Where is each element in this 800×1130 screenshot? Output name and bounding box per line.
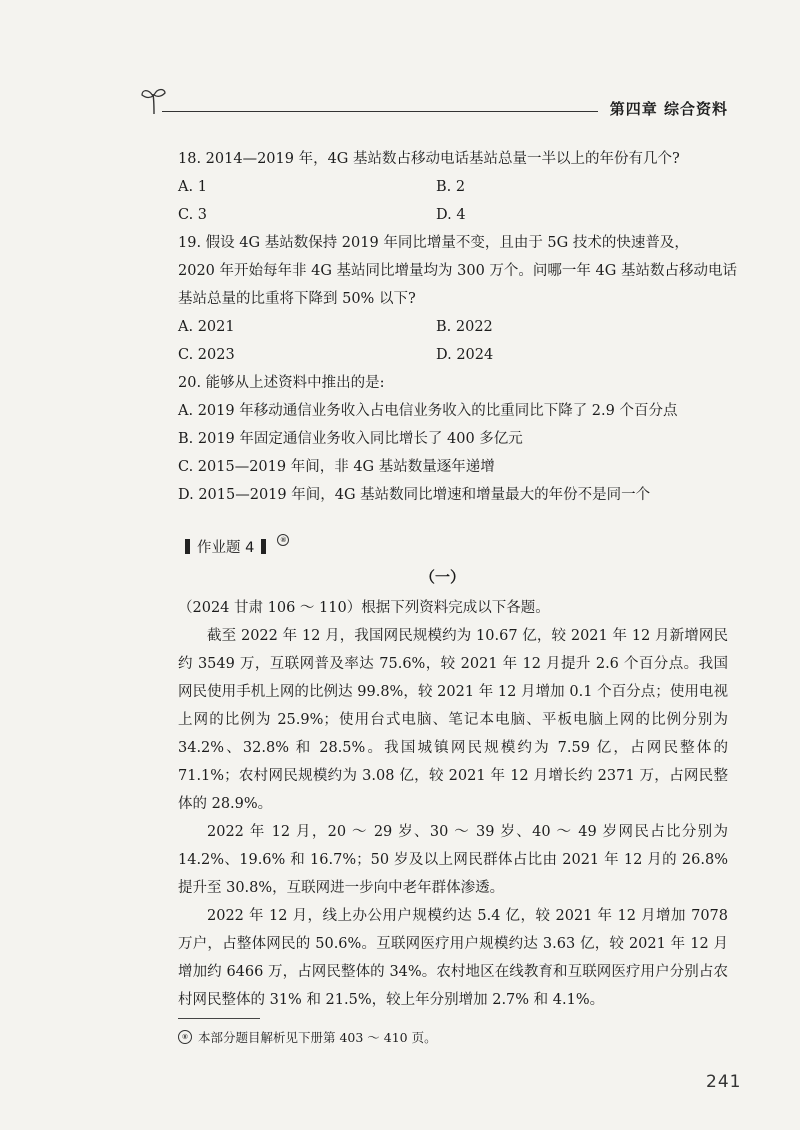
option-c: C. 2023 xyxy=(178,347,235,363)
option-d: D. 2024 xyxy=(436,347,494,363)
page-number: 241 xyxy=(706,1072,742,1092)
option-c: C. 2015—2019 年间，非 4G 基站数量逐年递增 xyxy=(178,459,495,475)
footnote-rule xyxy=(178,1018,260,1019)
question-19-options xyxy=(178,313,726,341)
question-18-options xyxy=(178,201,726,229)
option-b: B. 2 xyxy=(436,179,466,195)
footnote-text: 本部分题目解析见下册第 403 ～ 410 页。 xyxy=(198,1030,437,1045)
option-c: C. 3 xyxy=(178,207,208,223)
question-19-stem-line: 基站总量的比重将下降到 50% 以下? xyxy=(178,291,416,307)
question-19-stem-line: 2020 年开始每年非 4G 基站同比增量均为 300 万个。问哪一年 4G 基站数占移动电话 xyxy=(178,263,737,279)
option-d: D. 2015—2019 年间，4G 基站数同比增速和增量最大的年份不是同一个 xyxy=(178,487,651,503)
material-intro: （2024 甘肃 106 ～ 110）根据下列资料完成以下各题。 xyxy=(178,600,550,616)
material-text xyxy=(178,594,728,1014)
option-b: B. 2022 xyxy=(436,319,493,335)
option-d: D. 4 xyxy=(436,207,466,223)
question-19-stem-line: 19. 假设 4G 基站数保持 2019 年同比增量不变，且由于 5G 技术的快速普及， xyxy=(178,235,689,251)
material-paragraph: 截至 2022 年 12 月，我国网民规模约为 10.67 亿，较 2021 年 12 月新增网民约 3549 万，互联网普及率达 75.6%，较 2021 年 12 月提升 2.6 个百分点。我国网民使用手机上网的比例达 99.8%，较 2021 年 12 月增加 0.1 个百分点；使用电视上网的比例为 25.9%；使用台式电脑、笔记本电脑、平板电脑上网的比例分别为 34.2%、32.8% 和 28.5%。我国城镇网民规模约为 7.59 亿，占网民整体的 71.1%；农村网民规模约为 3.08 亿，较 2021 年 12 月增长约 2371 万，占网民整体的 28.9%。 xyxy=(178,628,728,812)
footnote-marker-icon: ⑧ xyxy=(277,534,289,546)
heading-bar-left xyxy=(185,539,190,554)
section-title: 作业题 4 xyxy=(197,540,255,556)
question-19-options xyxy=(178,341,726,369)
option-a: A. 2019 年移动通信业务收入占电信业务收入的比重同比下降了 2.9 个百分点 xyxy=(178,403,678,419)
option-b: B. 2019 年固定通信业务收入同比增长了 400 多亿元 xyxy=(178,431,523,447)
question-18-stem: 18. 2014—2019 年，4G 基站数占移动电话基站总量一半以上的年份有几个? xyxy=(178,151,680,167)
subsection-title: （一） xyxy=(420,568,466,586)
chapter-title: 第四章 综合资料 xyxy=(609,100,728,118)
option-a: A. 1 xyxy=(178,179,207,195)
section-heading xyxy=(178,536,289,557)
question-20-stem: 20. 能够从上述资料中推出的是: xyxy=(178,375,385,391)
footnote-marker-icon: ⑧ xyxy=(178,1030,192,1044)
question-18-options xyxy=(178,173,726,201)
heading-bar-right xyxy=(261,539,266,554)
material-paragraph: 2022 年 12 月，线上办公用户规模约达 5.4 亿，较 2021 年 12 月增加 7078 万户，占整体网民的 50.6%。互联网医疗用户规模约达 3.63 亿，较 2021 年 12 月增加约 6466 万，占网民整体的 34%。农村地区在线教育和互联网医疗用户分别占农村网民整体的 31% 和 21.5%，较上年分别增加 2.7% 和 4.1%。 xyxy=(178,908,728,1008)
footnote xyxy=(178,1028,437,1046)
material-paragraph: 2022 年 12 月，20 ～ 29 岁、30 ～ 39 岁、40 ～ 49 岁网民占比分别为 14.2%、19.6% 和 16.7%；50 岁及以上网民群体占比由 2021 年 12 月的 26.8% 提升至 30.8%，互联网进一步向中老年群体渗透。 xyxy=(178,824,728,896)
option-a: A. 2021 xyxy=(178,319,235,335)
running-header xyxy=(140,84,740,124)
header-rule xyxy=(162,111,598,112)
question-block xyxy=(178,145,737,509)
